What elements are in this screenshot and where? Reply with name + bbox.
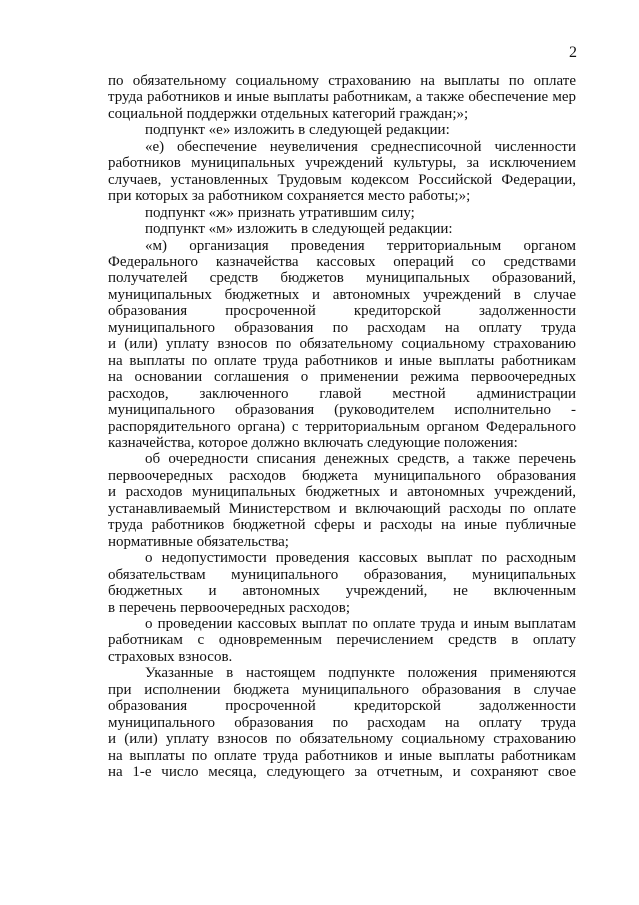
- text-line: социальной поддержки отдельных категорий граждан;»;: [108, 105, 469, 122]
- text-line: обязательствам муниципального образования, муниципальных: [108, 566, 576, 583]
- text-line: по обязательному социальному страхованию на выплаты по оплате: [108, 73, 576, 89]
- page-number: 2: [569, 44, 577, 61]
- text-line: при которых за работником сохраняется место работы;»;: [108, 188, 471, 205]
- text-line: труда работников и иные выплаты работникам, а также обеспечение мер: [108, 89, 576, 106]
- text-line: нормативные обязательства;: [108, 533, 289, 550]
- text-line: казначейства, которое должно включать следующие положения:: [108, 434, 518, 451]
- text-line: и (или) уплату взносов по обязательному социальному страхованию: [108, 731, 576, 748]
- text-line: получателей средств бюджетов муниципальных образований,: [108, 270, 576, 287]
- text-line: подпункт «ж» признать утратившим силу;: [145, 204, 415, 221]
- text-line: страховых взносов.: [108, 648, 233, 665]
- text-line: первоочередных расходов бюджета муниципального образования: [108, 467, 576, 484]
- text-line: муниципальных бюджетных и автономных учреждений в случае: [108, 286, 576, 303]
- text-line: о проведении кассовых выплат по оплате труда и иным выплатам: [145, 615, 576, 632]
- text-line: на выплаты по оплате труда работников и иные выплаты работникам: [108, 352, 576, 369]
- text-line: муниципального образования (руководителем исполнительно -: [108, 402, 576, 419]
- text-line: образования просроченной кредиторской задолженности: [108, 698, 576, 715]
- text-line: на основании соглашения о применении режима первоочередных: [108, 369, 576, 386]
- text-line: муниципального образования по расходам на оплату труда: [108, 714, 576, 731]
- text-line: бюджетных и автономных учреждений, не включенным: [108, 583, 576, 600]
- text-line: образования просроченной кредиторской задолженности: [108, 303, 576, 320]
- text-line: муниципального образования по расходам на оплату труда: [108, 319, 576, 336]
- text-line: «е) обеспечение неувеличения среднесписочной численности: [145, 138, 576, 155]
- text-line: случаев, установленных Трудовым кодексом Российской Федерации,: [108, 171, 576, 188]
- text-line: на 1-е число месяца, следующего за отчетным, и сохраняют свое: [108, 764, 576, 781]
- text-line: подпункт «е» изложить в следующей редакции:: [145, 122, 450, 139]
- text-line: труда работников бюджетной сферы и расходы на иные публичные: [108, 517, 576, 534]
- text-line: и расходов муниципальных бюджетных и автономных учреждений,: [108, 484, 576, 501]
- text-line: подпункт «м» изложить в следующей редакции:: [145, 221, 453, 238]
- document-text: [108, 73, 576, 780]
- text-line: при исполнении бюджета муниципального образования в случае: [108, 681, 576, 698]
- text-line: работникам с одновременным перечислением средств в оплату: [108, 632, 576, 649]
- text-line: об очередности списания денежных средств, а также перечень: [145, 451, 576, 468]
- text-line: распорядительного органа) с территориальным органом Федерального: [108, 418, 576, 435]
- text-line: «м) организация проведения территориальным органом: [145, 237, 576, 254]
- text-line: расходов, заключенного главой местной администрации: [108, 385, 576, 402]
- text-line: в перечень первоочередных расходов;: [108, 599, 351, 616]
- text-line: Указанные в настоящем подпункте положения применяются: [145, 665, 576, 682]
- text-line: Федерального казначейства кассовых операций со средствами: [108, 253, 576, 270]
- text-line: работников муниципальных учреждений культуры, за исключением: [108, 155, 576, 172]
- text-line: и (или) уплату взносов по обязательному социальному страхованию: [108, 336, 576, 353]
- text-line: на выплаты по оплате труда работников и иные выплаты работникам: [108, 747, 576, 764]
- text-line: устанавливаемый Министерством и включающий расходы по оплате: [108, 500, 576, 517]
- text-line: о недопустимости проведения кассовых выплат по расходным: [145, 550, 576, 567]
